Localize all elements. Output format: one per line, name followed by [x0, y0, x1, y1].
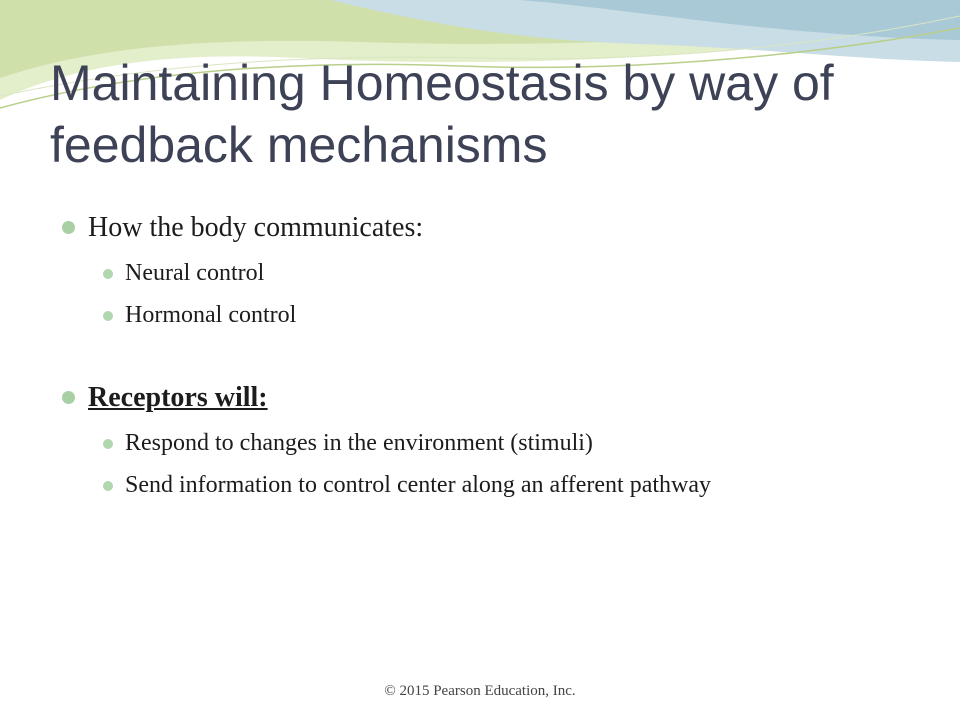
- bullet-dot-icon: [103, 311, 113, 321]
- bullet-level1: [62, 378, 902, 418]
- bullet-level2: [62, 469, 902, 502]
- bullet-text: How the body communicates:: [88, 212, 424, 243]
- bullet-dot-icon: [103, 439, 113, 449]
- slide-title: Maintaining Homeostasis by way of feedback mechanisms: [50, 55, 834, 173]
- bullet-text: Neural control: [125, 260, 265, 286]
- bullet-level2: [62, 257, 902, 290]
- bullet-level2: [62, 299, 902, 332]
- bullet-text: Hormonal control: [125, 302, 297, 328]
- bullet-list: [62, 208, 902, 502]
- bullet-level1: [62, 208, 902, 248]
- bullet-dot-icon: [103, 269, 113, 279]
- bullet-dot-icon: [62, 221, 75, 234]
- bullet-level2: [62, 427, 902, 460]
- bullet-dot-icon: [103, 481, 113, 491]
- bullet-text-underlined: Receptors will:: [88, 382, 268, 413]
- bullet-dot-icon: [62, 391, 75, 404]
- bullet-text: Send information to control center along an afferent pathway: [125, 472, 712, 498]
- bullet-text: Respond to changes in the environment (stimuli): [125, 430, 593, 456]
- copyright-footer: © 2015 Pearson Education, Inc.: [384, 683, 576, 699]
